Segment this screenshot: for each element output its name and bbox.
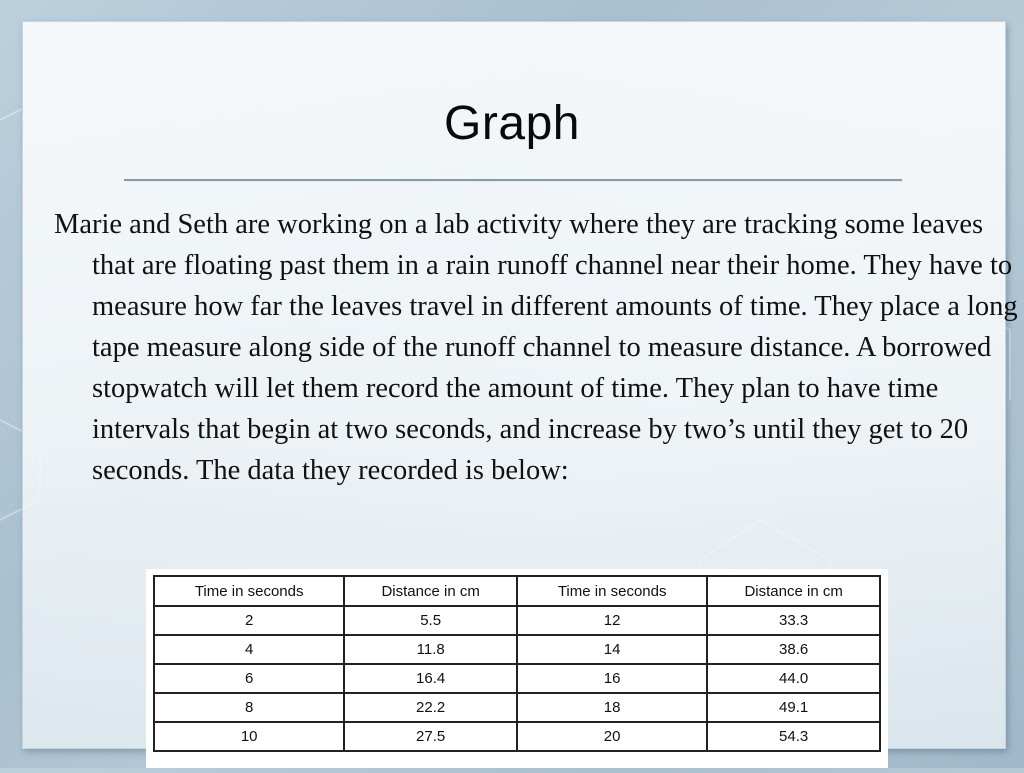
table-cell: 44.0 [707,664,880,693]
table-cell: 14 [517,635,707,664]
table-row [154,722,880,751]
table-cell: 2 [154,606,344,635]
title-divider [124,179,902,181]
data-table [153,575,881,752]
table-cell: 16.4 [344,664,517,693]
table-row [154,664,880,693]
column-header: Distance in cm [707,576,880,606]
table-cell: 18 [517,693,707,722]
table-cell: 6 [154,664,344,693]
table-row [154,606,880,635]
data-table-container [146,569,888,768]
table-cell: 22.2 [344,693,517,722]
column-header: Distance in cm [344,576,517,606]
table-cell: 54.3 [707,722,880,751]
table-cell: 16 [517,664,707,693]
table-cell: 20 [517,722,707,751]
column-header: Time in seconds [154,576,344,606]
table-cell: 8 [154,693,344,722]
table-cell: 27.5 [344,722,517,751]
table-header-row [154,576,880,606]
table-cell: 5.5 [344,606,517,635]
table-cell: 12 [517,606,707,635]
table-cell: 38.6 [707,635,880,664]
body-paragraph: Marie and Seth are working on a lab activity where they are tracking some leaves that are floating past them in a rain runoff channel near their home. They have to measure how far the leaves travel in different amounts of time. They place a long tape measure along side of the runoff channel to measure distance. A borrowed stopwatch will let them record the amount of time. They plan to have time intervals that begin at two seconds, and increase by two’s until they get to 20 seconds. The data they recorded is below: [54,209,1018,486]
slide-title: Graph [444,97,580,150]
table-row [154,635,880,664]
table-cell: 10 [154,722,344,751]
table-cell: 49.1 [707,693,880,722]
table-row [154,693,880,722]
column-header: Time in seconds [517,576,707,606]
table-cell: 4 [154,635,344,664]
table-cell: 11.8 [344,635,517,664]
table-cell: 33.3 [707,606,880,635]
